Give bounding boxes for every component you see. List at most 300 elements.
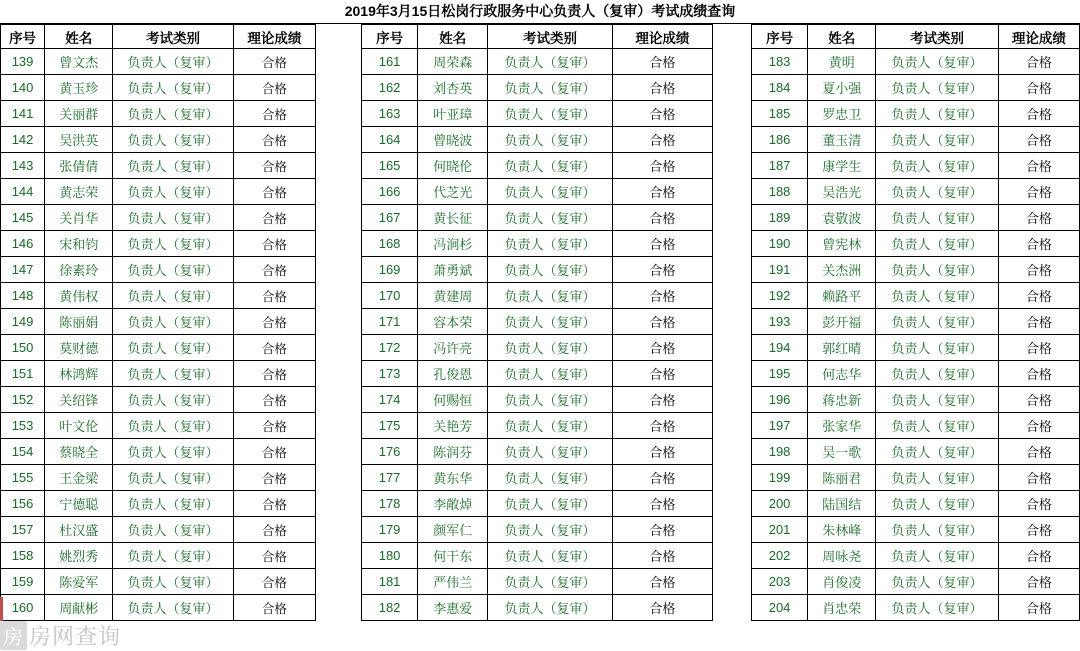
table-row — [752, 231, 1080, 257]
cell-name: 陈丽君 — [808, 465, 876, 491]
cell-seq: 152 — [1, 387, 45, 413]
cell-score: 合格 — [233, 309, 315, 335]
table-row — [1, 101, 316, 127]
table-header-row — [1, 25, 316, 49]
cell-type: 负责人（复审） — [488, 127, 612, 153]
cell-seq: 203 — [752, 569, 808, 595]
cell-type: 负责人（复审） — [488, 517, 612, 543]
cell-type: 负责人（复审） — [876, 439, 998, 465]
cell-name: 周咏尧 — [808, 543, 876, 569]
table-row — [1, 595, 316, 621]
table-row — [1, 153, 316, 179]
table-row — [752, 127, 1080, 153]
cell-name: 黄明 — [808, 49, 876, 75]
cell-name: 曾文杰 — [45, 49, 113, 75]
cell-type: 负责人（复审） — [113, 413, 233, 439]
table-row — [362, 101, 713, 127]
cell-type: 负责人（复审） — [488, 101, 612, 127]
cell-score: 合格 — [998, 153, 1079, 179]
cell-score: 合格 — [233, 127, 315, 153]
cell-name: 袁敬波 — [808, 205, 876, 231]
cell-score: 合格 — [233, 49, 315, 75]
cell-seq: 159 — [1, 569, 45, 595]
cell-type: 负责人（复审） — [876, 205, 998, 231]
cell-type: 负责人（复审） — [488, 153, 612, 179]
cell-score: 合格 — [612, 231, 712, 257]
cell-name: 林鸿辉 — [45, 361, 113, 387]
cell-name: 蒋忠新 — [808, 387, 876, 413]
cell-type: 负责人（复审） — [876, 101, 998, 127]
cell-score: 合格 — [998, 491, 1079, 517]
cell-seq: 143 — [1, 153, 45, 179]
cell-score: 合格 — [233, 231, 315, 257]
cell-type: 负责人（复审） — [113, 387, 233, 413]
cell-seq: 181 — [362, 569, 418, 595]
cell-seq: 156 — [1, 491, 45, 517]
cell-type: 负责人（复审） — [488, 439, 612, 465]
table-row — [752, 387, 1080, 413]
table-pane-right — [751, 24, 1080, 621]
cell-name: 何志华 — [808, 361, 876, 387]
cell-seq: 172 — [362, 335, 418, 361]
cell-score: 合格 — [233, 283, 315, 309]
cell-score: 合格 — [998, 387, 1079, 413]
cell-name: 黄东华 — [418, 465, 488, 491]
table-row — [752, 75, 1080, 101]
cell-name: 蔡晓全 — [45, 439, 113, 465]
table-body-middle — [362, 49, 713, 621]
cell-name: 彭开福 — [808, 309, 876, 335]
cell-name: 康学生 — [808, 153, 876, 179]
cell-type: 负责人（复审） — [113, 101, 233, 127]
table-row — [1, 49, 316, 75]
cell-name: 张家华 — [808, 413, 876, 439]
table-row — [362, 569, 713, 595]
cell-seq: 193 — [752, 309, 808, 335]
table-row — [362, 179, 713, 205]
column-header-score: 理论成绩 — [998, 25, 1079, 49]
cell-name: 罗忠卫 — [808, 101, 876, 127]
table-row — [1, 413, 316, 439]
cell-name: 徐素玲 — [45, 257, 113, 283]
cell-score: 合格 — [233, 153, 315, 179]
cell-name: 赖路平 — [808, 283, 876, 309]
cell-type: 负责人（复审） — [488, 543, 612, 569]
cell-type: 负责人（复审） — [876, 491, 998, 517]
cell-name: 陈丽娟 — [45, 309, 113, 335]
cell-type: 负责人（复审） — [113, 231, 233, 257]
cell-name: 黄伟权 — [45, 283, 113, 309]
cell-score: 合格 — [998, 231, 1079, 257]
results-table-left — [0, 24, 316, 621]
cell-seq: 189 — [752, 205, 808, 231]
cell-seq: 148 — [1, 283, 45, 309]
table-row — [752, 309, 1080, 335]
cell-seq: 144 — [1, 179, 45, 205]
table-row — [1, 283, 316, 309]
cell-type: 负责人（复审） — [876, 595, 998, 621]
cell-type: 负责人（复审） — [488, 179, 612, 205]
cell-seq: 153 — [1, 413, 45, 439]
table-row — [752, 361, 1080, 387]
cell-name: 冯涧杉 — [418, 231, 488, 257]
cell-type: 负责人（复审） — [488, 75, 612, 101]
cell-seq: 158 — [1, 543, 45, 569]
cell-type: 负责人（复审） — [876, 283, 998, 309]
cell-score: 合格 — [998, 595, 1079, 621]
cell-score: 合格 — [233, 543, 315, 569]
cell-score: 合格 — [612, 127, 712, 153]
cell-score: 合格 — [612, 413, 712, 439]
cell-type: 负责人（复审） — [113, 517, 233, 543]
cell-type: 负责人（复审） — [876, 465, 998, 491]
cell-name: 吴一歌 — [808, 439, 876, 465]
cell-score: 合格 — [233, 205, 315, 231]
cell-score: 合格 — [998, 75, 1079, 101]
cell-score: 合格 — [612, 309, 712, 335]
cell-name: 吴浩光 — [808, 179, 876, 205]
cell-name: 郭红晴 — [808, 335, 876, 361]
table-row — [362, 439, 713, 465]
cell-score: 合格 — [998, 569, 1079, 595]
cell-seq: 140 — [1, 75, 45, 101]
column-header-name: 姓名 — [45, 25, 113, 49]
cell-type: 负责人（复审） — [488, 335, 612, 361]
table-row — [362, 205, 713, 231]
cell-seq: 201 — [752, 517, 808, 543]
cell-seq: 191 — [752, 257, 808, 283]
cell-type: 负责人（复审） — [876, 49, 998, 75]
cell-name: 何干东 — [418, 543, 488, 569]
cell-name: 黄长征 — [418, 205, 488, 231]
cell-score: 合格 — [612, 361, 712, 387]
cell-score: 合格 — [998, 283, 1079, 309]
table-row — [1, 569, 316, 595]
cell-type: 负责人（复审） — [876, 543, 998, 569]
cell-name: 颜军仁 — [418, 517, 488, 543]
table-row — [752, 439, 1080, 465]
cell-score: 合格 — [612, 465, 712, 491]
cell-seq: 184 — [752, 75, 808, 101]
table-row — [362, 517, 713, 543]
cell-score: 合格 — [233, 439, 315, 465]
table-row — [362, 465, 713, 491]
cell-seq: 196 — [752, 387, 808, 413]
cell-seq: 202 — [752, 543, 808, 569]
cell-seq: 161 — [362, 49, 418, 75]
table-row — [362, 153, 713, 179]
table-row — [362, 127, 713, 153]
cell-type: 负责人（复审） — [876, 179, 998, 205]
cell-type: 负责人（复审） — [113, 283, 233, 309]
cell-seq: 166 — [362, 179, 418, 205]
cell-seq: 160 — [1, 595, 45, 621]
cell-seq: 198 — [752, 439, 808, 465]
table-row — [1, 335, 316, 361]
column-header-score: 理论成绩 — [233, 25, 315, 49]
cell-name: 陈爱军 — [45, 569, 113, 595]
table-row — [752, 179, 1080, 205]
cell-seq: 182 — [362, 595, 418, 621]
cell-seq: 195 — [752, 361, 808, 387]
cell-score: 合格 — [233, 491, 315, 517]
cell-name: 严伟兰 — [418, 569, 488, 595]
table-row — [752, 595, 1080, 621]
cell-name: 肖忠荣 — [808, 595, 876, 621]
cell-name: 何晓伦 — [418, 153, 488, 179]
table-panes — [0, 24, 1080, 651]
table-header-row — [752, 25, 1080, 49]
table-body-left — [1, 49, 316, 621]
cell-score: 合格 — [612, 205, 712, 231]
cell-score: 合格 — [612, 335, 712, 361]
table-row — [1, 543, 316, 569]
pane-gap-right — [713, 24, 751, 651]
cell-score: 合格 — [233, 413, 315, 439]
cell-seq: 139 — [1, 49, 45, 75]
table-header-row — [362, 25, 713, 49]
cell-seq: 178 — [362, 491, 418, 517]
cell-score: 合格 — [612, 283, 712, 309]
cell-score: 合格 — [612, 595, 712, 621]
cell-type: 负责人（复审） — [113, 205, 233, 231]
table-row — [362, 413, 713, 439]
table-row — [362, 309, 713, 335]
cell-name: 陈润芬 — [418, 439, 488, 465]
cell-seq: 146 — [1, 231, 45, 257]
table-row — [1, 387, 316, 413]
cell-seq: 177 — [362, 465, 418, 491]
cell-score: 合格 — [998, 101, 1079, 127]
cell-name: 曾宪林 — [808, 231, 876, 257]
cell-score: 合格 — [998, 309, 1079, 335]
column-header-type: 考试类别 — [488, 25, 612, 49]
cell-type: 负责人（复审） — [876, 387, 998, 413]
cell-type: 负责人（复审） — [876, 75, 998, 101]
cell-type: 负责人（复审） — [876, 309, 998, 335]
cell-seq: 179 — [362, 517, 418, 543]
cell-seq: 167 — [362, 205, 418, 231]
cell-type: 负责人（复审） — [113, 335, 233, 361]
table-row — [362, 387, 713, 413]
row-highlight-marker — [0, 597, 3, 621]
cell-type: 负责人（复审） — [113, 309, 233, 335]
cell-name: 姚烈秀 — [45, 543, 113, 569]
cell-score: 合格 — [233, 335, 315, 361]
column-header-score: 理论成绩 — [612, 25, 712, 49]
cell-type: 负责人（复审） — [876, 231, 998, 257]
cell-name: 杜汉盛 — [45, 517, 113, 543]
table-row — [1, 75, 316, 101]
cell-score: 合格 — [612, 75, 712, 101]
cell-seq: 174 — [362, 387, 418, 413]
cell-seq: 171 — [362, 309, 418, 335]
cell-seq: 162 — [362, 75, 418, 101]
cell-type: 负责人（复审） — [876, 335, 998, 361]
cell-seq: 154 — [1, 439, 45, 465]
cell-type: 负责人（复审） — [488, 309, 612, 335]
pane-gap-left — [316, 24, 361, 651]
cell-type: 负责人（复审） — [488, 205, 612, 231]
cell-seq: 175 — [362, 413, 418, 439]
cell-score: 合格 — [998, 465, 1079, 491]
cell-seq: 164 — [362, 127, 418, 153]
cell-score: 合格 — [998, 361, 1079, 387]
table-row — [362, 361, 713, 387]
table-row — [752, 335, 1080, 361]
cell-name: 夏小强 — [808, 75, 876, 101]
cell-type: 负责人（复审） — [488, 595, 612, 621]
table-row — [1, 257, 316, 283]
cell-score: 合格 — [612, 491, 712, 517]
cell-score: 合格 — [998, 179, 1079, 205]
cell-type: 负责人（复审） — [876, 127, 998, 153]
table-pane-middle — [361, 24, 713, 621]
cell-type: 负责人（复审） — [488, 413, 612, 439]
cell-type: 负责人（复审） — [876, 413, 998, 439]
table-row — [1, 179, 316, 205]
cell-score: 合格 — [233, 465, 315, 491]
cell-seq: 176 — [362, 439, 418, 465]
cell-score: 合格 — [612, 153, 712, 179]
cell-name: 代芝光 — [418, 179, 488, 205]
column-header-name: 姓名 — [418, 25, 488, 49]
cell-type: 负责人（复审） — [113, 75, 233, 101]
cell-seq: 149 — [1, 309, 45, 335]
cell-name: 王金梁 — [45, 465, 113, 491]
table-row — [752, 465, 1080, 491]
cell-name: 何赐恒 — [418, 387, 488, 413]
cell-score: 合格 — [998, 335, 1079, 361]
cell-score: 合格 — [612, 543, 712, 569]
table-row — [362, 49, 713, 75]
table-row — [362, 75, 713, 101]
cell-score: 合格 — [998, 49, 1079, 75]
column-header-seq: 序号 — [362, 25, 418, 49]
cell-name: 关杰洲 — [808, 257, 876, 283]
column-header-name: 姓名 — [808, 25, 876, 49]
results-table-right — [751, 24, 1080, 621]
table-row — [1, 491, 316, 517]
cell-name: 冯许亮 — [418, 335, 488, 361]
watermark-badge: 房 — [0, 621, 27, 650]
cell-seq: 141 — [1, 101, 45, 127]
cell-seq: 180 — [362, 543, 418, 569]
column-header-seq: 序号 — [752, 25, 808, 49]
column-header-type: 考试类别 — [113, 25, 233, 49]
table-row — [362, 595, 713, 621]
cell-name: 李惠爱 — [418, 595, 488, 621]
cell-type: 负责人（复审） — [113, 179, 233, 205]
cell-seq: 173 — [362, 361, 418, 387]
cell-name: 宋和钧 — [45, 231, 113, 257]
cell-name: 叶亚璋 — [418, 101, 488, 127]
cell-score: 合格 — [233, 595, 315, 621]
cell-score: 合格 — [612, 101, 712, 127]
cell-type: 负责人（复审） — [876, 153, 998, 179]
cell-seq: 183 — [752, 49, 808, 75]
table-row — [752, 257, 1080, 283]
table-row — [752, 491, 1080, 517]
table-row — [362, 335, 713, 361]
cell-score: 合格 — [233, 517, 315, 543]
cell-name: 萧勇斌 — [418, 257, 488, 283]
table-row — [752, 49, 1080, 75]
cell-type: 负责人（复审） — [113, 543, 233, 569]
cell-name: 叶文伦 — [45, 413, 113, 439]
cell-name: 关肖华 — [45, 205, 113, 231]
cell-name: 容本荣 — [418, 309, 488, 335]
cell-seq: 190 — [752, 231, 808, 257]
table-row — [1, 309, 316, 335]
cell-type: 负责人（复审） — [113, 361, 233, 387]
cell-type: 负责人（复审） — [488, 283, 612, 309]
cell-name: 吴洪英 — [45, 127, 113, 153]
cell-seq: 194 — [752, 335, 808, 361]
cell-name: 董玉清 — [808, 127, 876, 153]
cell-name: 陆国结 — [808, 491, 876, 517]
cell-name: 李敞焯 — [418, 491, 488, 517]
cell-score: 合格 — [233, 569, 315, 595]
table-row — [752, 205, 1080, 231]
cell-name: 关丽群 — [45, 101, 113, 127]
cell-seq: 192 — [752, 283, 808, 309]
table-row — [362, 283, 713, 309]
table-row — [1, 231, 316, 257]
table-row — [1, 205, 316, 231]
cell-score: 合格 — [233, 75, 315, 101]
cell-seq: 155 — [1, 465, 45, 491]
table-row — [1, 439, 316, 465]
table-row — [752, 569, 1080, 595]
table-row — [1, 465, 316, 491]
cell-name: 黄玉珍 — [45, 75, 113, 101]
cell-seq: 147 — [1, 257, 45, 283]
page-title: 2019年3月15日松岗行政服务中心负责人（复审）考试成绩查询 — [344, 3, 736, 19]
cell-name: 孔俊恩 — [418, 361, 488, 387]
cell-seq: 142 — [1, 127, 45, 153]
cell-score: 合格 — [612, 387, 712, 413]
table-row — [752, 153, 1080, 179]
cell-name: 朱林峰 — [808, 517, 876, 543]
cell-type: 负责人（复审） — [488, 231, 612, 257]
table-row — [752, 413, 1080, 439]
cell-score: 合格 — [612, 257, 712, 283]
table-row — [752, 283, 1080, 309]
cell-type: 负责人（复审） — [488, 49, 612, 75]
cell-score: 合格 — [233, 101, 315, 127]
cell-name: 曾晓波 — [418, 127, 488, 153]
column-header-seq: 序号 — [1, 25, 45, 49]
cell-name: 关艳芳 — [418, 413, 488, 439]
table-pane-left — [0, 24, 316, 621]
cell-score: 合格 — [998, 205, 1079, 231]
table-row — [362, 231, 713, 257]
cell-seq: 188 — [752, 179, 808, 205]
cell-score: 合格 — [998, 127, 1079, 153]
results-table-middle — [361, 24, 713, 621]
cell-score: 合格 — [998, 543, 1079, 569]
cell-seq: 165 — [362, 153, 418, 179]
watermark-text: 房网查询 — [29, 624, 122, 649]
cell-seq: 150 — [1, 335, 45, 361]
cell-seq: 200 — [752, 491, 808, 517]
cell-type: 负责人（复审） — [876, 257, 998, 283]
table-row — [1, 517, 316, 543]
cell-name: 莫财德 — [45, 335, 113, 361]
cell-name: 张倩倩 — [45, 153, 113, 179]
cell-seq: 187 — [752, 153, 808, 179]
